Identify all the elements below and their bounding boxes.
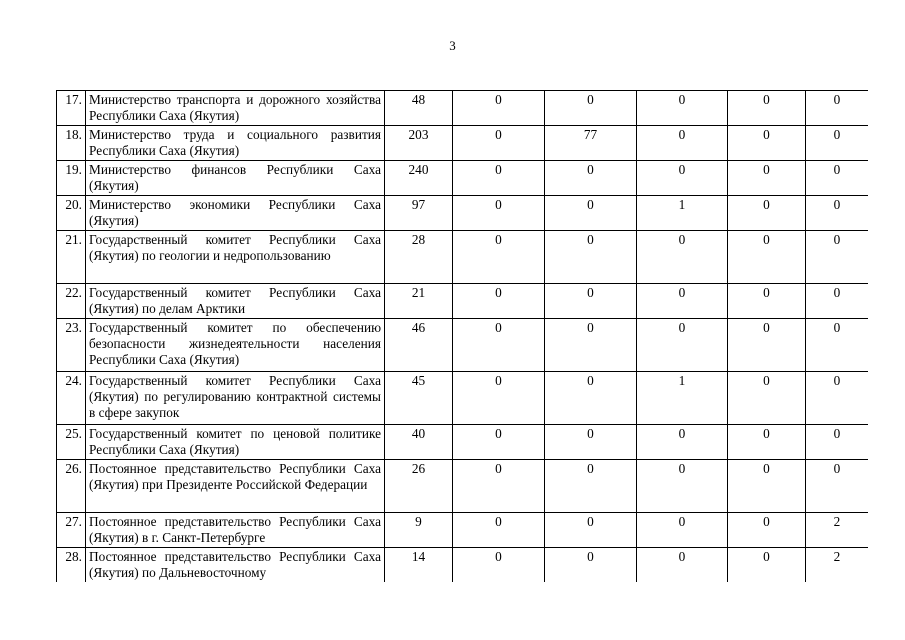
organization-name: Постоянное представительство Республики Саха (Якутия) при Президенте Российской Федерации — [86, 460, 385, 513]
value-cell-2: 0 — [453, 126, 545, 161]
value-cell-2: 0 — [453, 548, 545, 583]
value-cell-5: 0 — [728, 231, 806, 284]
table-row — [57, 91, 869, 126]
value-cell-6: 0 — [806, 91, 869, 126]
organization-name: Постоянное представительство Республики Саха (Якутия) по Дальневосточному — [86, 548, 385, 583]
row-number: 24. — [57, 372, 86, 425]
value-cell-3: 0 — [545, 196, 637, 231]
value-cell-2: 0 — [453, 513, 545, 548]
value-cell-5: 0 — [728, 126, 806, 161]
row-number: 26. — [57, 460, 86, 513]
organization-name: Постоянное представительство Республики Саха (Якутия) в г. Санкт-Петербурге — [86, 513, 385, 548]
value-cell-4: 0 — [637, 548, 728, 583]
value-cell-4: 0 — [637, 284, 728, 319]
row-number: 20. — [57, 196, 86, 231]
value-cell-4: 0 — [637, 319, 728, 372]
value-cell-2: 0 — [453, 231, 545, 284]
value-cell-6: 0 — [806, 425, 869, 460]
value-cell-3: 0 — [545, 372, 637, 425]
row-number: 28. — [57, 548, 86, 583]
value-cell-5: 0 — [728, 460, 806, 513]
value-cell-1: 240 — [385, 161, 453, 196]
value-cell-3: 0 — [545, 161, 637, 196]
value-cell-5: 0 — [728, 161, 806, 196]
value-cell-6: 2 — [806, 548, 869, 583]
organization-name: Министерство труда и социального развития Республики Саха (Якутия) — [86, 126, 385, 161]
row-number: 17. — [57, 91, 86, 126]
table-row — [57, 231, 869, 284]
value-cell-4: 0 — [637, 460, 728, 513]
value-cell-6: 0 — [806, 460, 869, 513]
table-row — [57, 126, 869, 161]
organization-name: Министерство финансов Республики Саха (Якутия) — [86, 161, 385, 196]
value-cell-2: 0 — [453, 284, 545, 319]
row-number: 22. — [57, 284, 86, 319]
value-cell-1: 26 — [385, 460, 453, 513]
value-cell-5: 0 — [728, 284, 806, 319]
value-cell-6: 0 — [806, 372, 869, 425]
organization-name: Государственный комитет Республики Саха (Якутия) по геологии и недропользованию — [86, 231, 385, 284]
document-table-wrapper — [56, 90, 868, 582]
value-cell-5: 0 — [728, 91, 806, 126]
value-cell-3: 0 — [545, 91, 637, 126]
table-row — [57, 425, 869, 460]
value-cell-5: 0 — [728, 196, 806, 231]
table-row — [57, 372, 869, 425]
table-row — [57, 513, 869, 548]
organization-name: Государственный комитет Республики Саха (Якутия) по делам Арктики — [86, 284, 385, 319]
table-row — [57, 548, 869, 583]
value-cell-3: 77 — [545, 126, 637, 161]
organization-name: Министерство транспорта и дорожного хозяйства Республики Саха (Якутия) — [86, 91, 385, 126]
value-cell-2: 0 — [453, 161, 545, 196]
value-cell-1: 46 — [385, 319, 453, 372]
value-cell-2: 0 — [453, 372, 545, 425]
table-row — [57, 284, 869, 319]
value-cell-4: 1 — [637, 372, 728, 425]
value-cell-4: 0 — [637, 91, 728, 126]
value-cell-1: 203 — [385, 126, 453, 161]
organization-name: Государственный комитет по обеспечению безопасности жизнедеятельности населения Республики Саха (Якутия) — [86, 319, 385, 372]
value-cell-1: 45 — [385, 372, 453, 425]
value-cell-2: 0 — [453, 460, 545, 513]
value-cell-2: 0 — [453, 425, 545, 460]
value-cell-6: 0 — [806, 196, 869, 231]
organization-name: Государственный комитет по ценовой политике Республики Саха (Якутия) — [86, 425, 385, 460]
row-number: 19. — [57, 161, 86, 196]
organization-name: Государственный комитет Республики Саха (Якутия) по регулированию контрактной системы в сфере закупок — [86, 372, 385, 425]
value-cell-1: 40 — [385, 425, 453, 460]
row-number: 18. — [57, 126, 86, 161]
value-cell-6: 0 — [806, 161, 869, 196]
value-cell-5: 0 — [728, 425, 806, 460]
value-cell-3: 0 — [545, 460, 637, 513]
table-row — [57, 196, 869, 231]
table-row — [57, 319, 869, 372]
value-cell-2: 0 — [453, 319, 545, 372]
value-cell-4: 0 — [637, 126, 728, 161]
page-number: 3 — [449, 38, 456, 53]
value-cell-1: 97 — [385, 196, 453, 231]
value-cell-1: 28 — [385, 231, 453, 284]
document-table — [56, 90, 868, 582]
value-cell-6: 0 — [806, 284, 869, 319]
value-cell-5: 0 — [728, 372, 806, 425]
row-number: 27. — [57, 513, 86, 548]
value-cell-3: 0 — [545, 231, 637, 284]
row-number: 25. — [57, 425, 86, 460]
value-cell-3: 0 — [545, 513, 637, 548]
value-cell-2: 0 — [453, 91, 545, 126]
row-number: 21. — [57, 231, 86, 284]
value-cell-4: 0 — [637, 425, 728, 460]
value-cell-4: 0 — [637, 231, 728, 284]
value-cell-6: 0 — [806, 319, 869, 372]
value-cell-1: 9 — [385, 513, 453, 548]
value-cell-5: 0 — [728, 548, 806, 583]
value-cell-6: 0 — [806, 126, 869, 161]
value-cell-1: 48 — [385, 91, 453, 126]
value-cell-3: 0 — [545, 425, 637, 460]
value-cell-6: 0 — [806, 231, 869, 284]
value-cell-6: 2 — [806, 513, 869, 548]
value-cell-3: 0 — [545, 319, 637, 372]
value-cell-4: 0 — [637, 161, 728, 196]
value-cell-4: 1 — [637, 196, 728, 231]
value-cell-3: 0 — [545, 548, 637, 583]
value-cell-5: 0 — [728, 513, 806, 548]
organization-name: Министерство экономики Республики Саха (Якутия) — [86, 196, 385, 231]
value-cell-2: 0 — [453, 196, 545, 231]
table-row — [57, 460, 869, 513]
value-cell-1: 14 — [385, 548, 453, 583]
value-cell-5: 0 — [728, 319, 806, 372]
table-row — [57, 161, 869, 196]
table-body — [57, 91, 869, 583]
value-cell-3: 0 — [545, 284, 637, 319]
value-cell-1: 21 — [385, 284, 453, 319]
row-number: 23. — [57, 319, 86, 372]
value-cell-4: 0 — [637, 513, 728, 548]
